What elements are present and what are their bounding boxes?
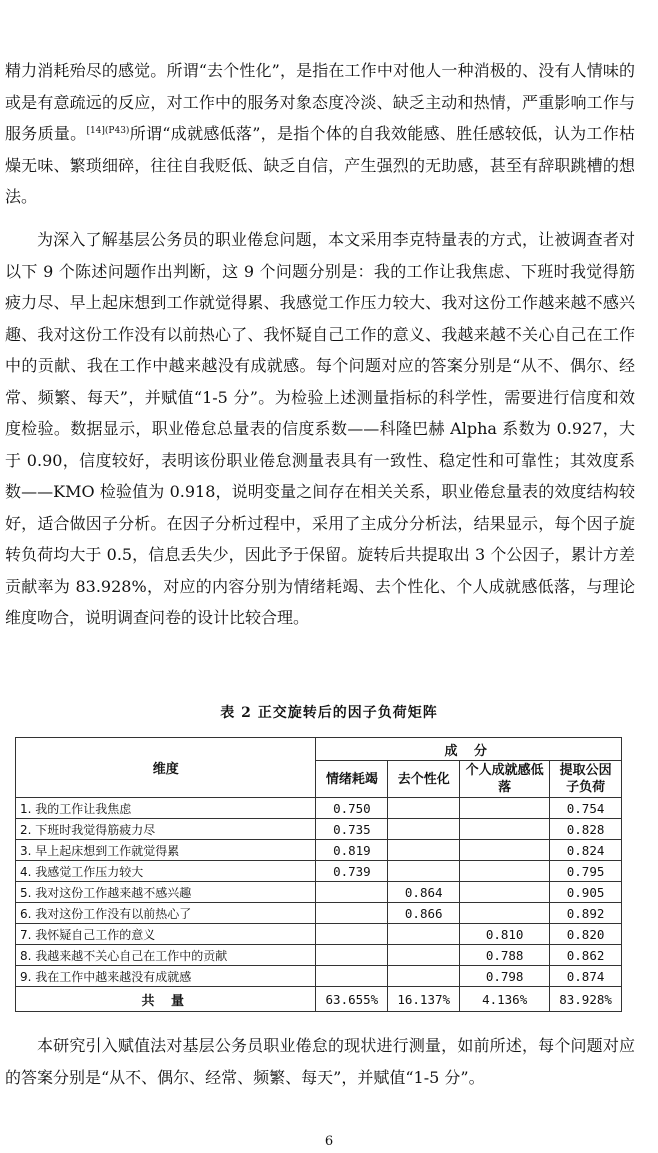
cell-value — [388, 840, 460, 861]
table-row — [16, 945, 622, 966]
table-total-row — [16, 987, 622, 1012]
cell-value — [460, 861, 550, 882]
table-row — [16, 924, 622, 945]
cell-value: 0.754 — [550, 798, 622, 819]
paragraph-1-text-a: 精力消耗殆尽的感觉。所谓“去个性化”，是指在工作中对他人一种消极的、没有人情味的或是有意疏远的反应，对工作中的服务对象态度冷淡、缺乏主动和热情，严重影响工作与服务质量。 — [5, 61, 635, 143]
factor-loading-table — [15, 737, 622, 1012]
row-label: 5. 我对这份工作越来越不感兴趣 — [16, 882, 316, 903]
cell-value — [460, 819, 550, 840]
paragraph-1 — [5, 55, 635, 213]
cell-value — [460, 903, 550, 924]
cell-value: 0.810 — [460, 924, 550, 945]
cell-value: 0.735 — [316, 819, 388, 840]
total-value: 4.136% — [460, 987, 550, 1012]
page-number: 6 — [324, 1134, 334, 1149]
table-row — [16, 966, 622, 987]
component-group-header: 成 分 — [316, 738, 622, 761]
cell-value: 0.750 — [316, 798, 388, 819]
table-row — [16, 861, 622, 882]
cell-value — [316, 966, 388, 987]
col-header-emotional-exhaustion: 情绪耗竭 — [316, 761, 388, 798]
cell-value: 0.892 — [550, 903, 622, 924]
cell-value — [316, 882, 388, 903]
table-row — [16, 819, 622, 840]
col-header-depersonalization: 去个性化 — [388, 761, 460, 798]
cell-value — [388, 966, 460, 987]
table-row — [16, 882, 622, 903]
cell-value: 0.798 — [460, 966, 550, 987]
cell-value: 0.874 — [550, 966, 622, 987]
table-caption: 表 2 正交旋转后的因子负荷矩阵 — [220, 705, 438, 721]
row-label: 6. 我对这份工作没有以前热心了 — [16, 903, 316, 924]
dimension-header: 维度 — [16, 738, 316, 798]
cell-value — [316, 924, 388, 945]
row-label: 1. 我的工作让我焦虑 — [16, 798, 316, 819]
table-row — [16, 903, 622, 924]
cell-value: 0.862 — [550, 945, 622, 966]
table-row — [16, 840, 622, 861]
cell-value: 0.905 — [550, 882, 622, 903]
row-label: 4. 我感觉工作压力较大 — [16, 861, 316, 882]
total-value: 63.655% — [316, 987, 388, 1012]
table-row — [16, 798, 622, 819]
cell-value: 0.824 — [550, 840, 622, 861]
cell-value: 0.739 — [316, 861, 388, 882]
col-header-communality: 提取公因子负荷 — [550, 761, 622, 798]
cell-value — [388, 861, 460, 882]
col-header-low-accomplishment: 个人成就感低落 — [460, 761, 550, 798]
cell-value: 0.819 — [316, 840, 388, 861]
cell-value: 0.820 — [550, 924, 622, 945]
cell-value: 0.788 — [460, 945, 550, 966]
paragraph-1-text-b: 所谓“成就感低落”，是指个体的自我效能感、胜任感较低，认为工作枯燥无味、繁琐细碎，往往自我贬低、缺乏自信，产生强烈的无助感，甚至有辞职跳槽的想法。 — [5, 124, 635, 206]
cell-value: 0.795 — [550, 861, 622, 882]
cell-value — [388, 798, 460, 819]
total-label: 共 量 — [16, 987, 316, 1012]
cell-value — [388, 819, 460, 840]
row-label: 7. 我怀疑自己工作的意义 — [16, 924, 316, 945]
cell-value — [460, 882, 550, 903]
paragraph-3: 本研究引入赋值法对基层公务员职业倦怠的现状进行测量，如前所述，每个问题对应的答案分别是“从不、偶尔、经常、频繁、每天”，并赋值“1-5 分”。 — [5, 1036, 635, 1087]
total-value: 83.928% — [550, 987, 622, 1012]
cell-value: 0.866 — [388, 903, 460, 924]
cell-value — [460, 798, 550, 819]
cell-value — [316, 903, 388, 924]
cell-value — [388, 945, 460, 966]
row-label: 9. 我在工作中越来越没有成就感 — [16, 966, 316, 987]
total-value: 16.137% — [388, 987, 460, 1012]
paragraph-2: 为深入了解基层公务员的职业倦怠问题，本文采用李克特量表的方式，让被调查者对以下 9 个陈述问题作出判断，这 9 个问题分别是：我的工作让我焦虑、下班时我觉得筋疲力尽、早上起床想到工作就觉得累、我感觉工作压力较大、我对这份工作越来越不感兴趣、我对这份工作没有以前热心了、我怀疑自己工作的意义、我越来越不关心自己在工作中的贡献、我在工作中越来越没有成就感。每个问题对应的答案分别是“从不、偶尔、经常、频繁、每天”，并赋值“1-5 分”。为检验上述测量指标的科学性，需要进行信度和效度检验。数据显示，职业倦怠总量表的信度系数——科隆巴赫 Alpha 系数为 0.927，大于 0.90，信度较好，表明该份职业倦怠测量表具有一致性、稳定性和可靠性；其效度系数——KMO 检验值为 0.918，说明变量之间存在相关关系，职业倦怠量表的效度结构较好，适合做因子分析。在因子分析过程中，采用了主成分分析法，结果显示，每个因子旋转负荷均大于 0.5，信息丢失少，因此予于保留。旋转后共提取出 3 个公因子，累计方差贡献率为 83.928%，对应的内容分别为情绪耗竭、去个性化、个人成就感低落，与理论维度吻合，说明调查问卷的设计比较合理。 — [5, 230, 635, 627]
row-label: 3. 早上起床想到工作就觉得累 — [16, 840, 316, 861]
cell-value: 0.828 — [550, 819, 622, 840]
row-label: 2. 下班时我觉得筋疲力尽 — [16, 819, 316, 840]
cell-value — [460, 840, 550, 861]
cell-value — [388, 924, 460, 945]
cell-value — [316, 945, 388, 966]
citation-ref: [14](P43) — [86, 126, 130, 136]
row-label: 8. 我越来越不关心自己在工作中的贡献 — [16, 945, 316, 966]
cell-value: 0.864 — [388, 882, 460, 903]
